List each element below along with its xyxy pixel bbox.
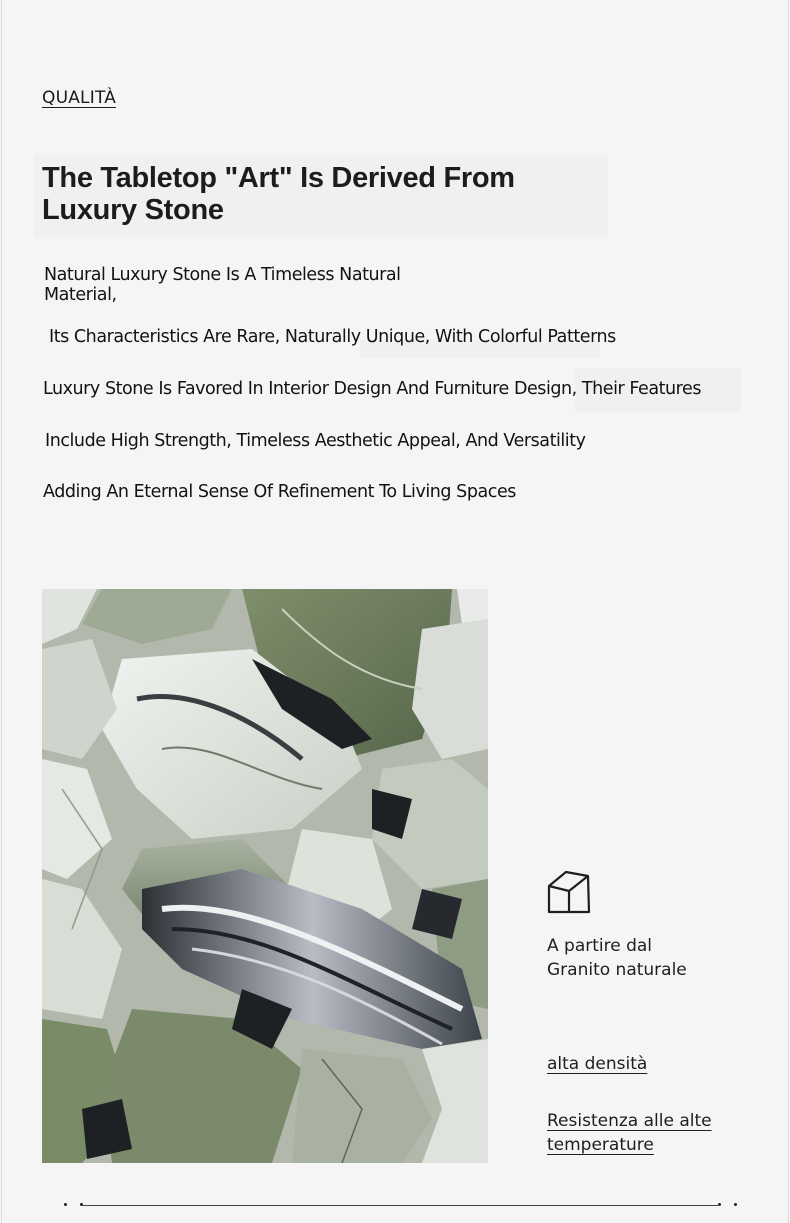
house-outline-icon bbox=[546, 868, 592, 914]
paragraph-refinement: Adding An Eternal Sense Of Refinement To Living Spaces bbox=[43, 482, 516, 502]
divider-dot bbox=[734, 1203, 737, 1206]
paragraph-characteristics: Its Characteristics Are Rare, Naturally Unique, With Colorful Patterns bbox=[49, 327, 616, 347]
paragraph-line: Material, bbox=[44, 285, 117, 305]
feature-heat-line2: temperature bbox=[547, 1135, 654, 1155]
divider-line bbox=[82, 1205, 718, 1206]
paragraph-features: Include High Strength, Timeless Aesthetic Appeal, And Versatility bbox=[45, 431, 586, 451]
section-eyebrow[interactable]: QUALITÀ bbox=[42, 88, 117, 108]
divider-dot bbox=[718, 1203, 721, 1206]
feature-origin-line1: A partire dal bbox=[547, 936, 653, 956]
page-title bbox=[42, 162, 562, 226]
paragraph-line: Natural Luxury Stone Is A Timeless Natural bbox=[44, 265, 401, 285]
page-title-line1: The Tabletop "Art" Is Derived From bbox=[42, 162, 515, 194]
divider-dot bbox=[64, 1203, 67, 1206]
stone-texture-image bbox=[42, 589, 488, 1163]
page-title-line2: Luxury Stone bbox=[42, 194, 224, 226]
feature-heat-resistance-link[interactable] bbox=[547, 1109, 747, 1157]
feature-origin bbox=[547, 934, 747, 982]
feature-origin-line2: Granito naturale bbox=[547, 960, 687, 980]
paragraph-natural-stone bbox=[44, 265, 404, 305]
feature-heat-line1: Resistenza alle alte bbox=[547, 1111, 712, 1131]
paragraph-design-use: Luxury Stone Is Favored In Interior Design And Furniture Design, Their Features bbox=[43, 379, 702, 399]
feature-density-link[interactable]: alta densità bbox=[547, 1054, 648, 1074]
